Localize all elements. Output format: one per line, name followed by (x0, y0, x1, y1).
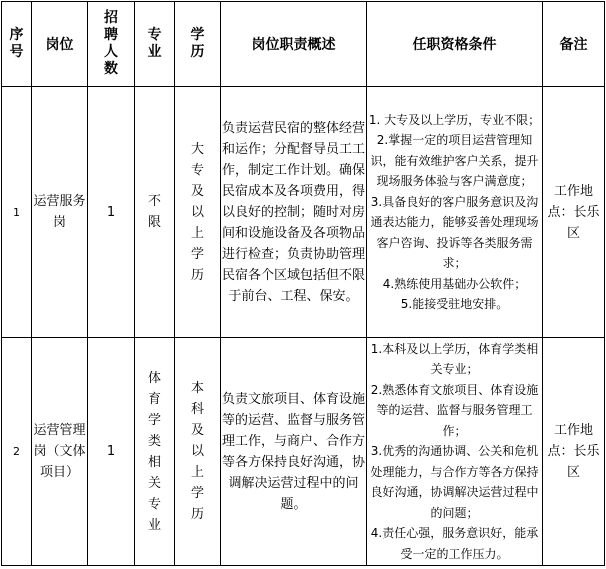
requirement-item: 5.能接受驻地安排。 (400, 297, 509, 311)
education-cell: 大专及以上学历 (175, 87, 221, 338)
seq-cell: 2 (2, 338, 32, 566)
requirement-item: 1. 大专及以上学历，专业不限； (368, 112, 541, 127)
table-row (2, 338, 605, 566)
header-duties: 岗位职责概述 (221, 2, 367, 87)
header-position: 岗位 (32, 2, 88, 87)
job-table (1, 1, 605, 566)
major-cell: 不限 (135, 87, 175, 338)
education-cell: 本科及以上学历 (175, 338, 221, 566)
major-cell: 体育学类相关专业 (135, 338, 175, 566)
requirements-cell (367, 87, 543, 338)
requirements-cell (367, 338, 543, 566)
requirement-item: 2.掌握一定的项目运营管理知识，能有效维护客户关系，提升现场服务体验与客户满意度； (370, 133, 539, 188)
seq-cell: 1 (2, 87, 32, 338)
remarks-cell: 工作地点：长乐区 (543, 338, 605, 566)
position-cell: 运营服务岗 (32, 87, 88, 338)
header-education: 学历 (175, 2, 221, 87)
header-count: 招聘人数 (88, 2, 135, 87)
requirement-item: 3.具备良好的客户服务意识及沟通表达能力，能够妥善处理现场客户咨询、投诉等各类服务需求； (370, 194, 539, 270)
count-cell: 1 (88, 338, 135, 566)
count-cell: 1 (88, 87, 135, 338)
header-requirements: 任职资格条件 (367, 2, 543, 87)
requirement-item: 2.熟悉体育文旅项目、体育设施等的运营、监督与服务管理工作； (370, 382, 539, 438)
requirement-item: 1.本科及以上学历，体育学类相关专业； (370, 341, 539, 377)
requirement-item: 3.优秀的沟通协调、公关和危机处理能力，与合作方等各方保持良好沟通，协调解决运营过程中的问题； (370, 444, 539, 520)
header-row (2, 2, 605, 87)
requirement-item: 4.责任心强，服务意识好，能承受一定的工作压力。 (370, 526, 539, 561)
position-cell: 运营管理岗（文体项目） (32, 338, 88, 566)
duties-cell: 负责文旅项目、体育设施等的运营、监督与服务管理工作，与商户、合作方等各方保持良好沟通，协调解决运营过程中的问题。 (221, 338, 367, 566)
duties-cell: 负责运营民宿的整体经营和运作；分配督导员工工作，制定工作计划。确保民宿成本及各项费用，得以良好的控制；随时对房间和设施设备及各项物品进行检查；负责协助管理民宿各个区域包括但不限于前台、工程、保安。 (221, 87, 367, 338)
remarks-cell: 工作地点：长乐区 (543, 87, 605, 338)
table-row (2, 87, 605, 338)
header-major: 专业 (135, 2, 175, 87)
requirement-item: 4.熟练使用基础办公软件； (382, 276, 527, 291)
header-remarks: 备注 (543, 2, 605, 87)
header-seq: 序号 (2, 2, 32, 87)
